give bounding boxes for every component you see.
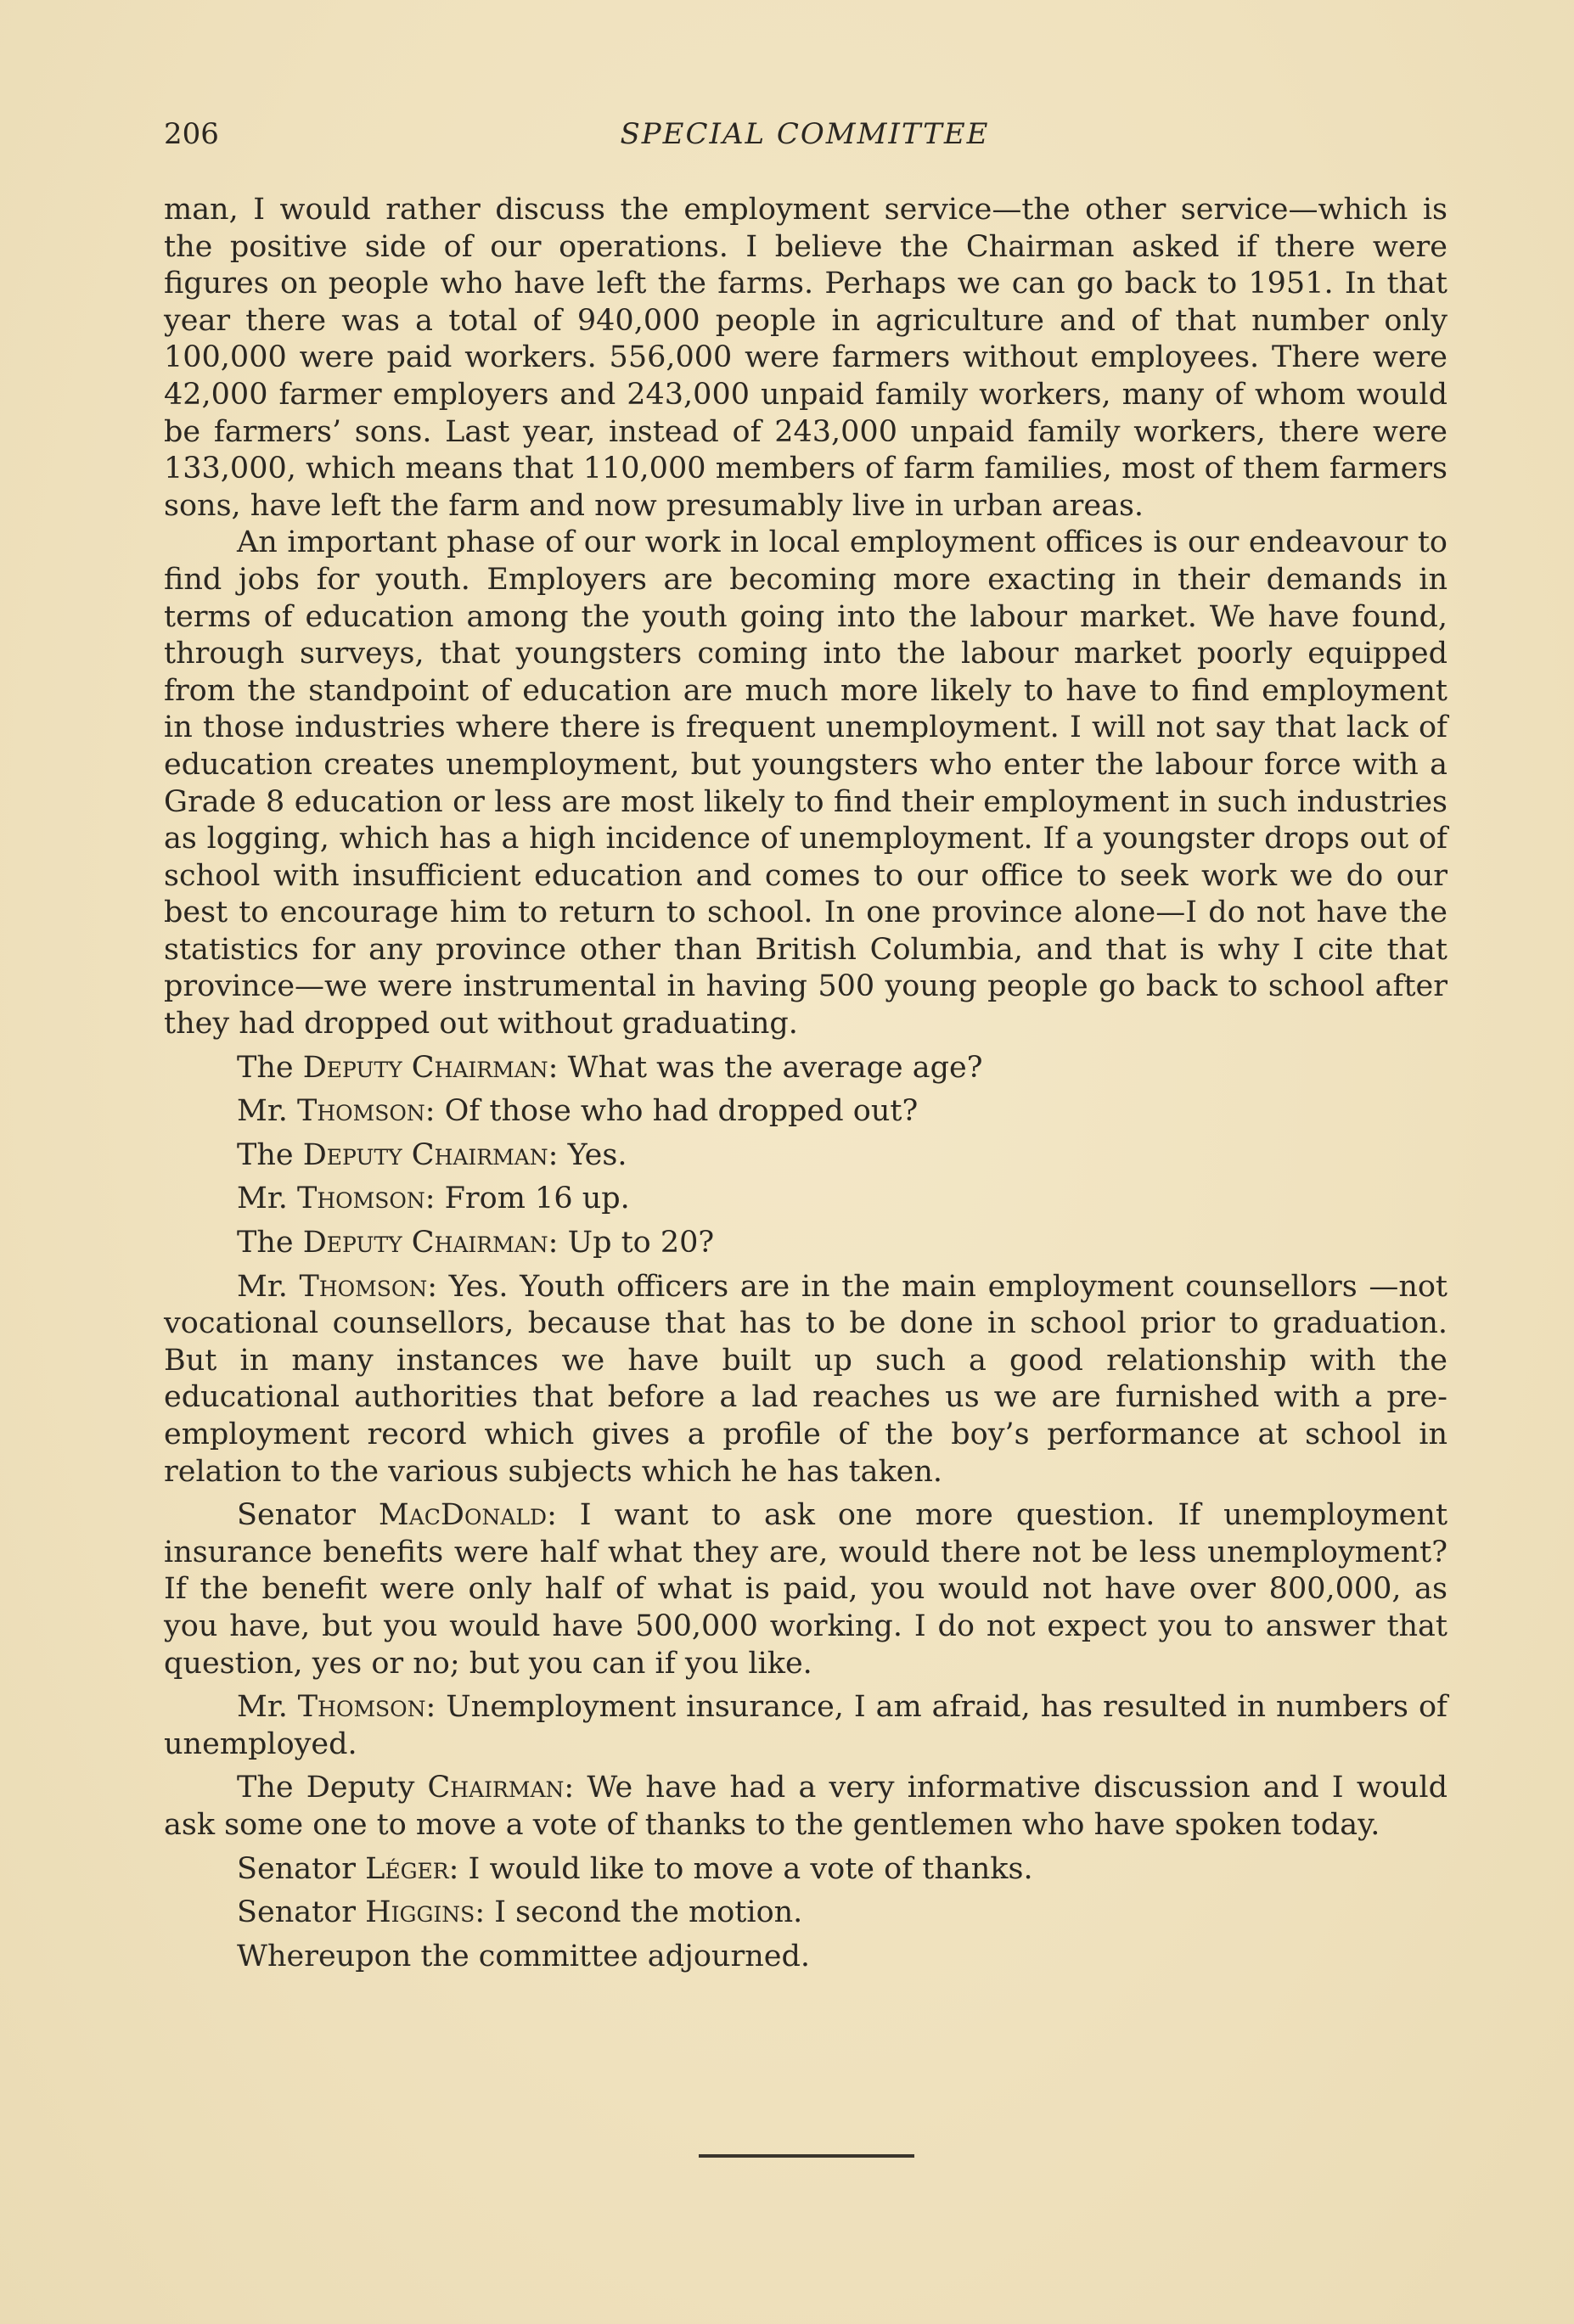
speaker-name: Léger bbox=[365, 1851, 449, 1886]
speaker-name: MacDonald bbox=[378, 1498, 548, 1533]
exchange-senator-macdonald: Senator MacDonald: I want to ask one more question. If unemployment insurance benefits were half what they are, would there not be less unemployment? If the benefit were only half of what is paid, you would not have over 800,000, as you have, but you would have 500,000 working. I do not expect you to answer that question, yes or no; but you can if you like. bbox=[164, 1498, 1448, 1681]
paragraph-youth-employment: An important phase of our work in local employment offices is our endeavour to find jobs for youth. Employers are becoming more exacting in their demands in terms of education among the youth going into the labour market. We have found, through surveys, that youngsters coming into the labour market poorly equipped from the standpoint of education are much more likely to have to find employment in those industries where there is frequent unemployment. I will not say that lack of education creates unemployment, but youngsters who enter the labour force with a Grade 8 education or less are most likely to find their employment in such industries as logging, which has a high incidence of unemployment. If a youngster drops out of school with insufficient education and comes to our office to seek work we do our best to encourage him to return to school. In one province alone—I do not have the statistics for any province other than British Columbia, and that is why I cite that province—we were instrumental in having 500 young people go back to school after they had dropped out without graduating. bbox=[164, 525, 1448, 1041]
speaker-name: Thomson bbox=[296, 1094, 425, 1129]
speaker-name: Thomson bbox=[299, 1269, 428, 1304]
speaker-name: Deputy Chairman bbox=[302, 1226, 548, 1260]
exchange-senator-leger: Senator Léger: I would like to move a vote of thanks. bbox=[237, 1851, 1033, 1886]
exchange-thomson-3: Mr. Thomson: Yes. Youth officers are in the main employment counsellors —not vocational counsellors, because that has to be done in school prior to graduation. But in many instances we have built up such a good relationship with the educational authorities that before a lad reaches us we are furnished with a pre-employment record which gives a profile of the boy’s performance at school in relation to the various subjects which he has taken. bbox=[164, 1269, 1448, 1489]
speaker-name: Deputy Chairman bbox=[302, 1050, 548, 1085]
paragraph-continuation: man, I would rather discuss the employment service—the other service—which is the positive side of our operations. I believe the Chairman asked if there were figures on people who have left the farms. Perhaps we can go back to 1951. In that year there was a total of 940,000 people in agriculture and of that number only 100,000 were paid workers. 556,000 were farmers without employees. There were 42,000 farmer employers and 243,000 unpaid family workers, many of whom would be farmers’ sons. Last year, instead of 243,000 unpaid family workers, there were 133,000, which means that 110,000 members of farm families, most of them farmers sons, have left the farm and now presumably live in urban areas. bbox=[164, 193, 1448, 523]
running-title: SPECIAL COMMITTEE bbox=[620, 117, 990, 151]
exchange-deputy-chairman-1: The Deputy Chairman: What was the average age? bbox=[237, 1050, 983, 1085]
exchange-deputy-chairman-3: The Deputy Chairman: Up to 20? bbox=[237, 1226, 715, 1260]
speaker-name: Chairman bbox=[427, 1771, 565, 1805]
exchange-deputy-chairman-2: The Deputy Chairman: Yes. bbox=[237, 1137, 627, 1172]
body-text bbox=[164, 192, 1448, 1975]
speaker-name: Thomson bbox=[297, 1690, 426, 1725]
exchange-thomson-2: Mr. Thomson: From 16 up. bbox=[237, 1182, 630, 1216]
page-number: 206 bbox=[164, 117, 219, 151]
exchange-thomson-1: Mr. Thomson: Of those who had dropped out? bbox=[237, 1094, 919, 1129]
speaker-name: Thomson bbox=[296, 1182, 425, 1216]
exchange-thomson-4: Mr. Thomson: Unemployment insurance, I am afraid, has resulted in numbers of unemployed. bbox=[164, 1690, 1448, 1761]
speaker-name: Higgins bbox=[365, 1895, 475, 1930]
closing-line: Whereupon the committee adjourned. bbox=[237, 1939, 810, 1973]
exchange-senator-higgins: Senator Higgins: I second the motion. bbox=[237, 1895, 803, 1930]
page-header bbox=[164, 117, 1446, 160]
speaker-name: Deputy Chairman bbox=[302, 1137, 548, 1172]
end-rule-divider bbox=[699, 2154, 914, 2158]
exchange-deputy-chairman-4: The Deputy Chairman: We have had a very informative discussion and I would ask some one to move a vote of thanks to the gentlemen who have spoken today. bbox=[164, 1771, 1448, 1842]
